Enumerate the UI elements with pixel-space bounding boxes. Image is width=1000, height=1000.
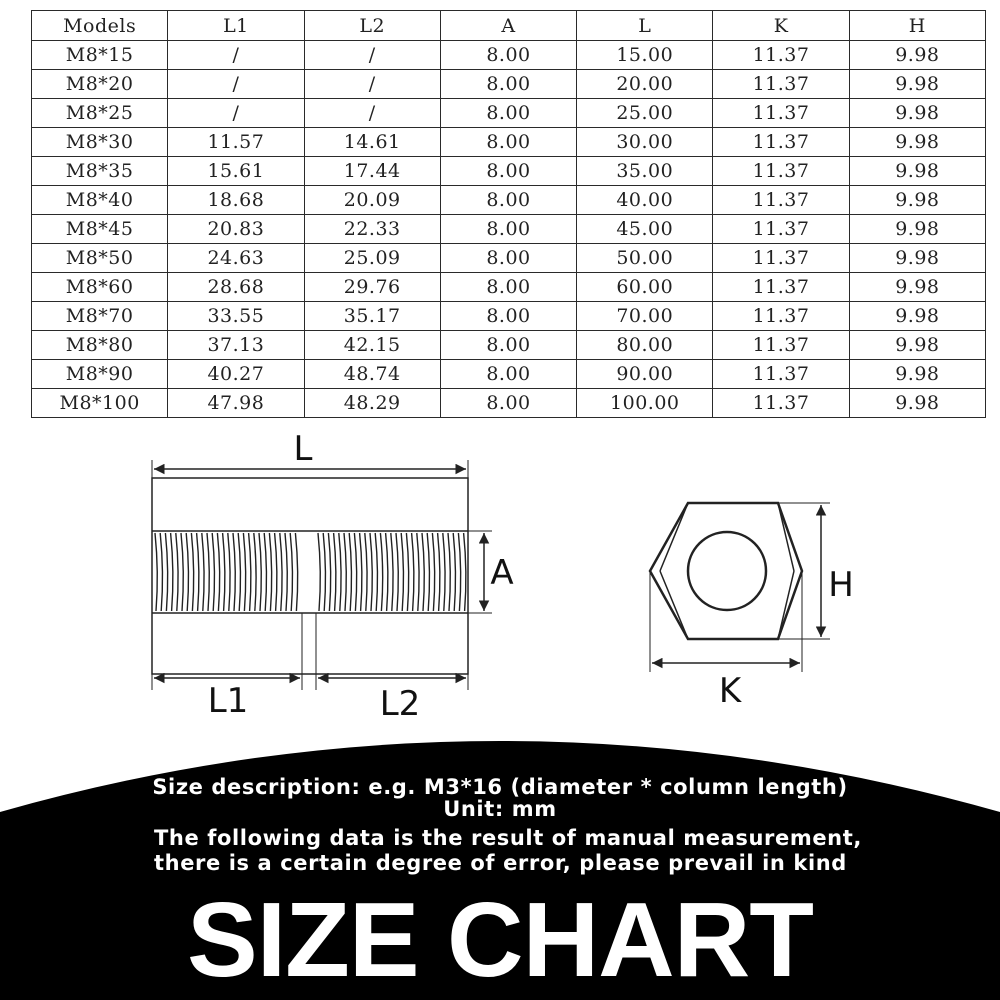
table-row	[32, 360, 986, 389]
table-cell: 70.00	[577, 302, 713, 331]
measurement-note-line2: there is a certain degree of error, please prevail in kind	[154, 851, 847, 875]
size-description: Size description: e.g. M3*16 (diameter * column length)	[152, 775, 848, 799]
table-cell: 47.98	[168, 389, 304, 418]
table-cell: 20.09	[304, 186, 440, 215]
table-cell: 9.98	[849, 331, 985, 360]
table-cell: 8.00	[440, 99, 576, 128]
table-cell: 48.29	[304, 389, 440, 418]
thread-line	[396, 533, 398, 611]
thread-line	[375, 533, 377, 611]
table-cell: M8*60	[32, 273, 168, 302]
table-cell: 24.63	[168, 244, 304, 273]
table-row	[32, 331, 986, 360]
table-cell: /	[304, 70, 440, 99]
thread-line	[155, 533, 157, 611]
thread-line	[202, 533, 204, 611]
table-row	[32, 302, 986, 331]
table-cell: 8.00	[440, 128, 576, 157]
table-cell: 9.98	[849, 244, 985, 273]
thread-line	[275, 533, 277, 611]
table-cell: /	[304, 99, 440, 128]
table-cell: 8.00	[440, 41, 576, 70]
thread-line	[254, 533, 256, 611]
thread-line	[171, 533, 173, 611]
thread-line	[412, 533, 414, 611]
thread-line	[328, 533, 330, 611]
thread-line	[370, 533, 372, 611]
thread-line	[243, 533, 245, 611]
thread-line	[438, 533, 440, 611]
thread-line	[285, 533, 287, 611]
thread-line	[191, 533, 193, 611]
table-row	[32, 186, 986, 215]
table-cell: M8*70	[32, 302, 168, 331]
table-cell: 11.37	[713, 389, 849, 418]
thread-line	[360, 533, 362, 611]
table-cell: 11.37	[713, 331, 849, 360]
table-cell: 11.37	[713, 41, 849, 70]
label-thread-l1: L1	[207, 681, 249, 721]
table-cell: 29.76	[304, 273, 440, 302]
table-cell: 9.98	[849, 157, 985, 186]
label-width: K	[718, 671, 742, 711]
thread-line	[197, 533, 199, 611]
column-header: L2	[304, 11, 440, 41]
table-cell: /	[304, 41, 440, 70]
thread-line	[448, 533, 450, 611]
table-row	[32, 99, 986, 128]
table-cell: M8*50	[32, 244, 168, 273]
thread-line	[339, 533, 341, 611]
table-cell: 48.74	[304, 360, 440, 389]
table-cell: 9.98	[849, 41, 985, 70]
column-header: L	[577, 11, 713, 41]
thread-line	[228, 533, 230, 611]
table-cell: 8.00	[440, 186, 576, 215]
thread-line	[417, 533, 419, 611]
thread-line	[212, 533, 214, 611]
thread-line	[318, 533, 320, 611]
column-header: H	[849, 11, 985, 41]
table-cell: M8*100	[32, 389, 168, 418]
thread-line	[380, 533, 382, 611]
table-cell: 14.61	[304, 128, 440, 157]
table-cell: M8*20	[32, 70, 168, 99]
table-cell: 33.55	[168, 302, 304, 331]
table-cell: 8.00	[440, 70, 576, 99]
thread-line	[443, 533, 445, 611]
table-cell: M8*25	[32, 99, 168, 128]
table-cell: 90.00	[577, 360, 713, 389]
table-cell: 8.00	[440, 215, 576, 244]
thread-line	[365, 533, 367, 611]
thread-line	[181, 533, 183, 611]
table-cell: 35.17	[304, 302, 440, 331]
table-cell: 11.57	[168, 128, 304, 157]
thread-line	[217, 533, 219, 611]
table-cell: 9.98	[849, 70, 985, 99]
table-cell: 8.00	[440, 157, 576, 186]
thread-line	[249, 533, 251, 611]
measurement-note-line1: The following data is the result of manual measurement,	[154, 826, 862, 850]
table-row	[32, 70, 986, 99]
thread-line	[344, 533, 346, 611]
table-cell: 80.00	[577, 331, 713, 360]
table-header-row	[32, 11, 986, 41]
table-cell: /	[168, 70, 304, 99]
table-cell: 18.68	[168, 186, 304, 215]
table-cell: 37.13	[168, 331, 304, 360]
table-cell: 9.98	[849, 186, 985, 215]
table-cell: 9.98	[849, 128, 985, 157]
standoff-side-view	[152, 460, 492, 690]
thread-line	[354, 533, 356, 611]
thread-hatching	[155, 533, 466, 611]
table-row	[32, 215, 986, 244]
table-cell: 11.37	[713, 244, 849, 273]
size-table	[31, 10, 986, 418]
table-cell: 20.00	[577, 70, 713, 99]
table-cell: M8*35	[32, 157, 168, 186]
size-chart-title: SIZE CHART	[187, 881, 813, 999]
thread-line	[207, 533, 209, 611]
table-cell: 8.00	[440, 302, 576, 331]
table-cell: 30.00	[577, 128, 713, 157]
table-cell: 8.00	[440, 331, 576, 360]
table-cell: 9.98	[849, 99, 985, 128]
thread-line	[165, 533, 167, 611]
label-diameter: A	[490, 553, 514, 593]
thread-line	[464, 533, 466, 611]
table-cell: 11.37	[713, 128, 849, 157]
thread-line	[295, 533, 297, 611]
thread-line	[406, 533, 408, 611]
table-cell: 9.98	[849, 360, 985, 389]
thread-line	[349, 533, 351, 611]
table-cell: 45.00	[577, 215, 713, 244]
table-cell: 11.37	[713, 99, 849, 128]
table-cell: 11.37	[713, 273, 849, 302]
thread-line	[422, 533, 424, 611]
table-row	[32, 389, 986, 418]
thread-line	[432, 533, 434, 611]
thread-line	[334, 533, 336, 611]
hex-end-view	[650, 503, 830, 672]
thread-line	[401, 533, 403, 611]
table-cell: 100.00	[577, 389, 713, 418]
table-row	[32, 244, 986, 273]
thread-line	[290, 533, 292, 611]
table-cell: 17.44	[304, 157, 440, 186]
table-cell: 9.98	[849, 273, 985, 302]
thread-line	[427, 533, 429, 611]
table-cell: 42.15	[304, 331, 440, 360]
label-thread-l2: L2	[379, 684, 421, 724]
table-cell: 28.68	[168, 273, 304, 302]
table-cell: M8*90	[32, 360, 168, 389]
table-cell: 35.00	[577, 157, 713, 186]
table-cell: 11.37	[713, 302, 849, 331]
thread-line	[453, 533, 455, 611]
table-cell: M8*30	[32, 128, 168, 157]
thread-line	[259, 533, 261, 611]
table-cell: 9.98	[849, 215, 985, 244]
table-cell: 40.00	[577, 186, 713, 215]
table-cell: 11.37	[713, 70, 849, 99]
table-cell: M8*15	[32, 41, 168, 70]
table-body	[32, 41, 986, 418]
column-header: Models	[32, 11, 168, 41]
table-cell: 8.00	[440, 360, 576, 389]
table-cell: 25.09	[304, 244, 440, 273]
table-cell: 15.00	[577, 41, 713, 70]
table-cell: 20.83	[168, 215, 304, 244]
table-cell: M8*45	[32, 215, 168, 244]
thread-line	[280, 533, 282, 611]
dimension-diagram	[0, 420, 1000, 730]
table-cell: 50.00	[577, 244, 713, 273]
column-header: L1	[168, 11, 304, 41]
table-cell: 25.00	[577, 99, 713, 128]
table-row	[32, 128, 986, 157]
table-cell: 60.00	[577, 273, 713, 302]
table-cell: 9.98	[849, 389, 985, 418]
thread-line	[186, 533, 188, 611]
table-cell: 11.37	[713, 186, 849, 215]
thread-line	[323, 533, 325, 611]
column-header: K	[713, 11, 849, 41]
label-length: L	[293, 429, 313, 469]
thread-line	[458, 533, 460, 611]
thread-line	[223, 533, 225, 611]
unit-text: Unit: mm	[443, 797, 557, 821]
table-cell: 15.61	[168, 157, 304, 186]
table-cell: 40.27	[168, 360, 304, 389]
table-row	[32, 41, 986, 70]
table-cell: 8.00	[440, 244, 576, 273]
table-cell: 9.98	[849, 302, 985, 331]
table-cell: /	[168, 41, 304, 70]
thread-line	[264, 533, 266, 611]
thread-line	[386, 533, 388, 611]
table-cell: 22.33	[304, 215, 440, 244]
label-height: H	[828, 565, 854, 605]
table-cell: 11.37	[713, 360, 849, 389]
table-cell: M8*40	[32, 186, 168, 215]
table-row	[32, 273, 986, 302]
thread-line	[238, 533, 240, 611]
thread-line	[233, 533, 235, 611]
thread-line	[160, 533, 162, 611]
table-cell: 11.37	[713, 157, 849, 186]
table-cell: 11.37	[713, 215, 849, 244]
table-cell: M8*80	[32, 331, 168, 360]
thread-line	[269, 533, 271, 611]
table-cell: /	[168, 99, 304, 128]
thread-line	[176, 533, 178, 611]
thread-line	[391, 533, 393, 611]
table-row	[32, 157, 986, 186]
column-header: A	[440, 11, 576, 41]
table-cell: 8.00	[440, 273, 576, 302]
table-cell: 8.00	[440, 389, 576, 418]
